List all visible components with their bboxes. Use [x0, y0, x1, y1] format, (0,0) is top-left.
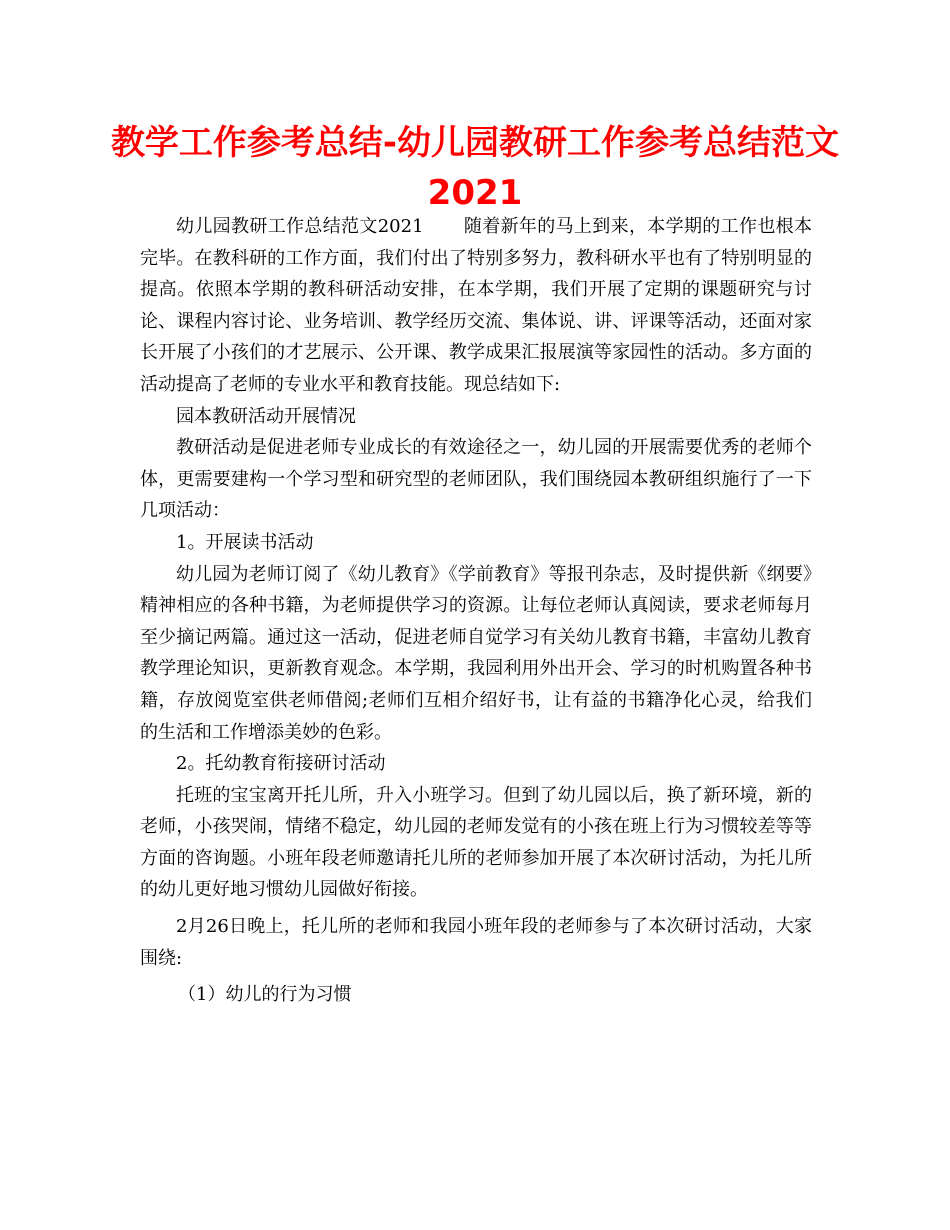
intro-body: 随着新年的马上到来，本学期的工作也根本完毕。在教科研的工作方面，我们付出了特别多努力，教科研水平也有了特别明显的提高。依照本学期的教科研活动安排，在本学期，我们开展了定期的课题研究与讨论、课程内容讨论、业务培训、教学经历交流、集体说、讲、评课等活动，还面对家长开展了小孩们的才艺展示、公开课、教学成果汇报展演等家园性的活动。多方面的活动提高了老师的专业水平和教育技能。现总结如下:: [140, 216, 812, 395]
item2-sub1: （1）幼儿的行为习惯: [178, 984, 352, 1006]
document-body: [140, 211, 812, 1011]
intro-paragraph: [140, 211, 812, 401]
section-body: 教研活动是促进老师专业成长的有效途径之一，幼儿园的开展需要优秀的老师个体，更需要建构一个学习型和研究型的老师团队，我们围绕园本教研组织施行了一下几项活动：: [140, 437, 812, 522]
intro-label: 幼儿园教研工作总结范文2021: [176, 216, 424, 237]
section-heading: 园本教研活动开展情况: [176, 405, 356, 427]
item1-heading: 1。开展读书活动: [176, 531, 314, 553]
document-title: 教学工作参考总结-幼儿园教研工作参考总结范文2021: [110, 123, 840, 213]
item2-heading: 2。托幼教育衔接研讨活动: [176, 753, 386, 775]
item1-body: 幼儿园为老师订阅了《幼儿教育》《学前教育》等报刊杂志，及时提供新《纲要》精神相应的各种书籍，为老师提供学习的资源。让每位老师认真阅读，要求老师每月至少摘记两篇。通过这一活动，促进老师自觉学习有关幼儿教育书籍，丰富幼儿教育教学理论知识，更新教育观念。本学期，我园利用外出开会、学习的时机购置各种书籍，存放阅览室供老师借阅;老师们互相介绍好书，让有益的书籍净化心灵，给我们的生活和工作增添美妙的色彩。: [140, 563, 812, 743]
item2-body: 托班的宝宝离开托儿所，升入小班学习。但到了幼儿园以后，换了新环境，新的老师，小孩哭闹，情绪不稳定，幼儿园的老师发觉有的小孩在班上行为习惯较差等等方面的咨询题。小班年段老师邀请托儿所的老师参加开展了本次研讨活动，为托儿所的幼儿更好地习惯幼儿园做好衔接。: [140, 784, 812, 901]
item2-event: 2月26日晚上，托儿所的老师和我园小班年段的老师参与了本次研讨活动，大家围绕:: [140, 916, 812, 969]
